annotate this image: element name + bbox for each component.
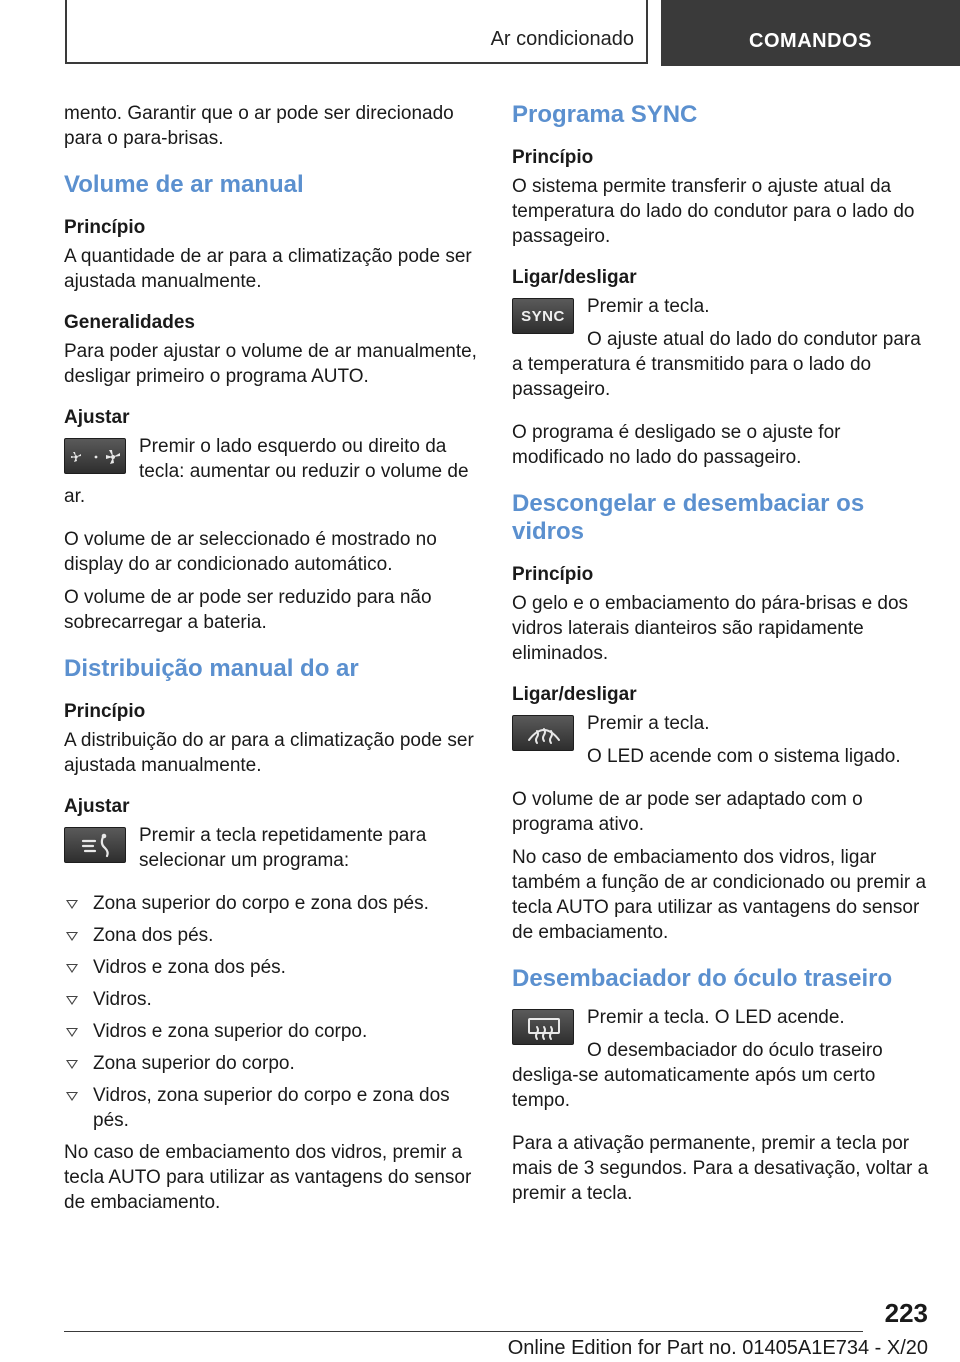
subheading-principle: Princípio — [64, 217, 146, 238]
paragraph: O volume de ar seleccionado é mostrado no display do ar condicionado automático. — [64, 529, 437, 575]
sync-key-label: SYNC — [521, 307, 565, 325]
triangle-bullet-icon — [66, 1028, 78, 1037]
subheading-onoff: Ligar/desligar — [512, 684, 637, 705]
key-row-rear-defrost — [512, 1005, 930, 1121]
rear-window-defrost-key-icon — [512, 1009, 574, 1045]
list-item: Zona superior do corpo. — [64, 1051, 478, 1076]
list-item: Vidros e zona superior do corpo. — [64, 1019, 478, 1044]
paragraph: Para poder ajustar o volume de ar manualmente, desligar primeiro o programa AUTO. — [64, 341, 477, 387]
subheading-general: Generalidades — [64, 312, 195, 333]
edition-footer: Online Edition for Part no. 01405A1E734 - X/20 — [507, 1337, 928, 1359]
triangle-bullet-icon — [66, 964, 78, 973]
list-item: Vidros, zona superior do corpo e zona dos pés. — [64, 1083, 478, 1133]
list-item: Zona superior do corpo e zona dos pés. — [64, 891, 478, 916]
header-section-box — [65, 0, 648, 64]
key-row-fan — [64, 434, 478, 517]
triangle-bullet-icon — [66, 1060, 78, 1069]
page-number: 223 — [884, 1298, 928, 1328]
key-description: Premir a tecla. — [587, 713, 710, 734]
paragraph: No caso de embaciamento dos vidros, ligar também a função de ar condicionado ou premir a tecla AUTO para utilizar as vantagens do sensor de embaciamento. — [512, 847, 927, 943]
key-description: Premir o lado esquerdo ou direito da tecla: aumentar ou reduzir o volume de ar. — [64, 436, 469, 507]
sync-key-icon — [512, 298, 574, 334]
subheading-onoff: Ligar/desligar — [512, 267, 637, 288]
paragraph: A distribuição do ar para a climatização pode ser ajustada manualmente. — [64, 730, 474, 776]
paragraph: Para a ativação permanente, premir a tecla por mais de 3 segundos. Para a desativação, voltar a premir a tecla. — [512, 1133, 929, 1204]
subheading-principle: Princípio — [64, 701, 146, 722]
triangle-bullet-icon — [66, 900, 78, 909]
chapter-title: COMANDOS — [749, 30, 872, 52]
left-column — [64, 101, 478, 1223]
windshield-defrost-key-icon — [512, 715, 574, 751]
paragraph: O volume de ar pode ser reduzido para não sobrecarregar a bateria. — [64, 587, 432, 633]
key-row-sync — [512, 294, 930, 410]
chapter-tab — [661, 0, 960, 66]
heading-rear-defrost: Desembaciador do óculo traseiro — [512, 965, 893, 992]
heading-distribution: Distribuição manual do ar — [64, 655, 359, 682]
paragraph: O volume de ar pode ser adaptado com o programa ativo. — [512, 789, 863, 835]
key-description: O LED acende com o sistema ligado. — [587, 746, 901, 767]
list-item: Zona dos pés. — [64, 923, 478, 948]
paragraph: O gelo e o embaciamento do pára-brisas e dos vidros laterais dianteiros são rapidamente eliminados. — [512, 593, 909, 664]
subheading-principle: Princípio — [512, 564, 594, 585]
subheading-adjust: Ajustar — [64, 796, 130, 817]
paragraph: No caso de embaciamento dos vidros, premir a tecla AUTO para utilizar as vantagens do sensor de embaciamento. — [64, 1142, 472, 1213]
fan-speed-key-icon — [64, 438, 126, 474]
key-description: O desembaciador do óculo traseiro desliga-se automaticamente após um certo tempo. — [512, 1040, 883, 1111]
paragraph: O programa é desligado se o ajuste for modificado no lado do passageiro. — [512, 422, 841, 468]
key-description: O ajuste atual do lado do condutor para a temperatura é transmitido para o lado do passageiro. — [512, 329, 921, 400]
triangle-bullet-icon — [66, 996, 78, 1005]
intro-paragraph: mento. Garantir que o ar pode ser direcionado para o para-brisas. — [64, 103, 454, 149]
key-description: Premir a tecla. O LED acende. — [587, 1007, 845, 1028]
key-row-distribution — [64, 823, 478, 881]
heading-defrost: Descongelar e desembaciar os vidros — [512, 490, 865, 545]
key-description: Premir a tecla. — [587, 296, 710, 317]
section-title: Ar condicionado — [490, 28, 634, 50]
footer-divider — [64, 1331, 863, 1332]
air-distribution-key-icon — [64, 827, 126, 863]
key-description: Premir a tecla repetidamente para selecionar um programa: — [139, 825, 427, 871]
triangle-bullet-icon — [66, 932, 78, 941]
list-item: Vidros. — [64, 987, 478, 1012]
triangle-bullet-icon — [66, 1092, 78, 1101]
paragraph: A quantidade de ar para a climatização pode ser ajustada manualmente. — [64, 246, 472, 292]
distribution-list — [64, 891, 478, 1133]
right-column — [512, 101, 930, 1214]
key-row-defrost — [512, 711, 930, 777]
heading-sync: Programa SYNC — [512, 101, 698, 128]
subheading-adjust: Ajustar — [64, 407, 130, 428]
paragraph: O sistema permite transferir o ajuste atual da temperatura do lado do condutor para o lado do passageiro. — [512, 176, 915, 247]
subheading-principle: Princípio — [512, 147, 594, 168]
heading-volume: Volume de ar manual — [64, 171, 304, 198]
list-item: Vidros e zona dos pés. — [64, 955, 478, 980]
